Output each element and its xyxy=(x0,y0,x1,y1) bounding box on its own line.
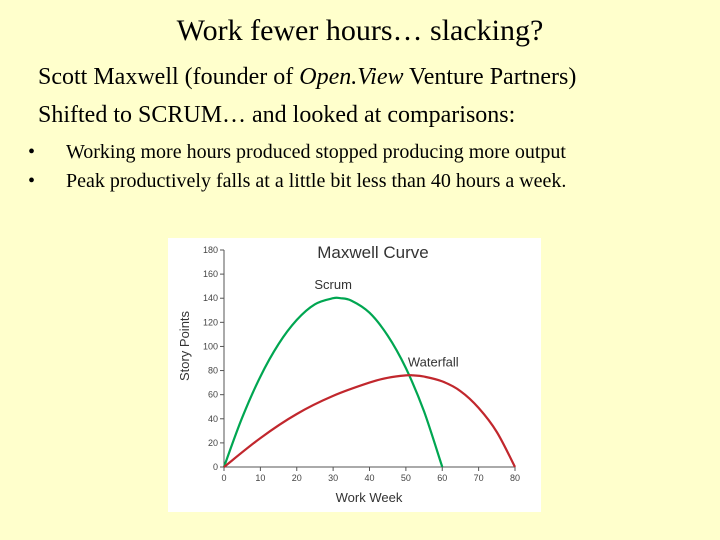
y-tick-label: 0 xyxy=(212,462,218,472)
series-label-waterfall: Waterfall xyxy=(407,354,459,370)
y-axis-label: Story Points xyxy=(177,310,192,382)
subtitle-line-2: Shifted to SCRUM… and looked at comparisons: xyxy=(38,102,516,128)
x-tick-label: 70 xyxy=(473,473,484,483)
bullet-dot: • xyxy=(28,141,36,163)
y-tick-label: 100 xyxy=(202,341,218,352)
y-tick-label: 180 xyxy=(202,245,218,255)
x-tick-label: 30 xyxy=(328,473,339,483)
subtitle-line-1-post: Venture Partners) xyxy=(403,64,577,90)
y-tick-label: 20 xyxy=(207,437,218,448)
bullet-dot: • xyxy=(28,170,36,192)
series-labels xyxy=(314,277,458,369)
company-name: Open.View xyxy=(299,64,404,90)
maxwell-curve-chart xyxy=(168,238,541,512)
subtitle-line-1 xyxy=(38,62,576,92)
bullet-item xyxy=(28,138,566,167)
bullet-item xyxy=(28,167,566,196)
series-label-scrum: Scrum xyxy=(314,277,352,293)
chart-svg xyxy=(168,238,541,512)
series-line-waterfall xyxy=(224,375,515,467)
x-tick-label: 50 xyxy=(400,473,411,483)
y-tick-label: 80 xyxy=(207,365,218,376)
subtitle-line-1-pre: Scott Maxwell (founder of xyxy=(38,64,300,90)
x-tick-label: 80 xyxy=(509,473,521,483)
x-tick-label: 20 xyxy=(291,473,302,483)
x-tick-label: 10 xyxy=(255,473,266,483)
x-tick-label: 0 xyxy=(221,473,227,483)
y-tick-label: 40 xyxy=(207,413,218,424)
bullet-text: Peak productively falls at a little bit less than 40 hours a week. xyxy=(66,170,567,192)
x-tick-label: 60 xyxy=(437,473,448,483)
series-lines xyxy=(224,298,515,467)
y-tick-label: 120 xyxy=(202,317,218,328)
slide-title: Work fewer hours… slacking? xyxy=(176,14,544,47)
axes xyxy=(203,245,520,483)
x-axis-label: Work Week xyxy=(335,490,403,505)
y-tick-label: 60 xyxy=(207,389,218,400)
chart-title: Maxwell Curve xyxy=(317,243,429,262)
y-tick-label: 140 xyxy=(202,293,218,304)
bullet-list xyxy=(28,138,566,196)
bullet-text: Working more hours produced stopped producing more output xyxy=(66,141,566,163)
x-tick-label: 40 xyxy=(364,473,375,483)
y-tick-label: 160 xyxy=(202,269,218,280)
